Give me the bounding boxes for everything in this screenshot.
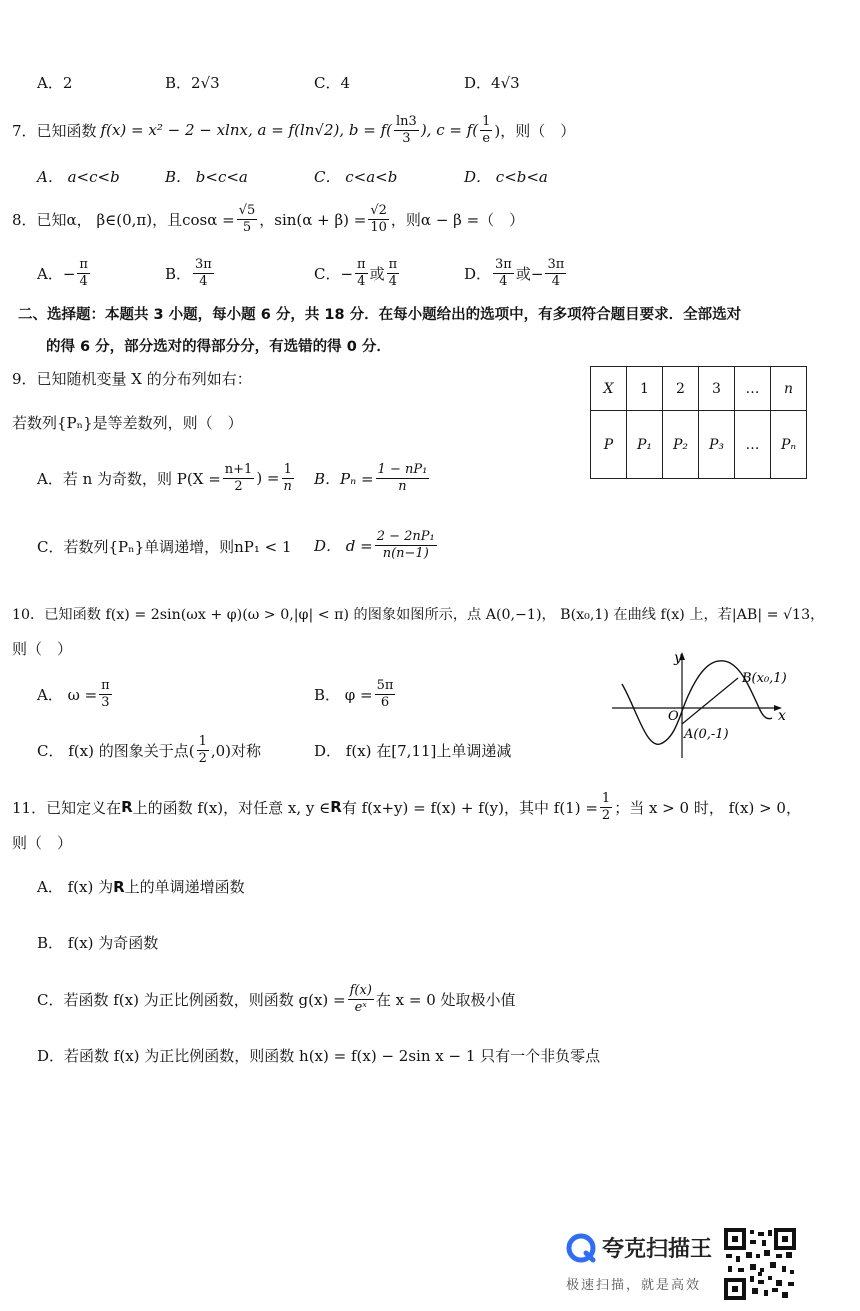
q8-option-b [165,254,216,292]
q11-option-c-fraction [348,983,374,1016]
q11-stem-line2: 则（ ） [12,834,73,852]
q9-table-row-x [591,367,807,411]
q8-option-d [464,254,568,292]
q11-f1-fraction [600,791,612,824]
q11-real-set-symbol-2: R [330,798,342,816]
q9-option-a-den2: n [283,478,292,494]
q10-option-b-num: 5π [376,677,394,693]
q10-option-b-den: 6 [380,694,390,710]
q9-table-cell: P₃ [699,411,735,479]
q9-option-a [37,458,296,498]
q9-option-a-fraction-2 [282,462,294,495]
q8-option-d-fraction-1 [493,257,514,290]
q9-table-cell: P₁ [627,411,663,479]
q9-option-a-pre: A．若 n 为奇数，则 P(X = [37,469,221,488]
q6-option-a: A．2 [37,74,73,92]
q9-table-cell: 1 [627,367,663,411]
q8-cos-num: √5 [238,202,256,218]
q7-c-num: 1 [482,113,491,129]
q9-table-cell: 2 [663,367,699,411]
q8-option-b-label: B． [165,264,192,283]
q8-option-b-den: 4 [199,273,208,289]
q10-option-b-fraction [375,678,396,711]
q9-option-b-pre: B．Pₙ = [314,469,374,488]
q7-b-den: 3 [402,130,411,146]
q10-option-d: D． f(x) 在[7,11]上单调递减 [314,742,512,760]
q9-table-cell: Pₙ [771,411,807,479]
q9-option-c: C．若数列{Pₙ}单调递增，则nP₁ < 1 [37,538,292,556]
q11-stem-mid: 上的函数 f(x)，对任意 x, y ∈ [132,798,331,817]
qr-code-icon [724,1228,796,1300]
q7-b-fraction [394,114,419,147]
q8-cos-fraction [237,203,258,236]
q10-option-c-num: 1 [198,733,207,749]
q8-option-c-num2: π [388,256,398,272]
q11-f1-num: 1 [601,790,611,806]
q8-option-d-num1: 3π [495,256,512,272]
q8-stem [12,200,524,238]
q7-b-num: ln3 [396,113,417,129]
q11-stem-line1 [12,788,801,826]
q9-table-cell: 3 [699,367,735,411]
segment-ab [682,678,738,724]
q7-stem-prefix: 7．已知函数 [12,121,97,140]
q8-option-a-fraction [77,257,90,290]
q11-option-c-den: eˣ [354,999,367,1015]
q10-option-a-fraction [99,678,112,711]
q9-option-a-mid: ) = [256,469,280,487]
point-a-label: A(0,-1) [684,727,729,742]
q8-cos-den: 5 [242,219,252,235]
q10-option-c-post: ,0)对称 [210,741,262,760]
q10-sine-graph [610,648,790,760]
q9-table-cell: n [771,367,807,411]
q8-option-c-fraction-2 [387,257,400,290]
q9-option-d-fraction [375,529,437,562]
q7-option-c: C． c<a<b [314,168,398,186]
q7-c-part: ), c = f( [420,121,479,139]
q10-option-a [37,674,114,714]
q8-stem-prefix: 8．已知α， β∈(0,π)，且cosα = [12,210,235,229]
q11-option-c-pre: C．若函数 f(x) 为正比例函数，则函数 g(x) = [37,990,346,1009]
y-axis-label: y [674,650,682,666]
q9-option-a-num: n+1 [224,461,253,477]
q11-stem-mid2: 有 f(x+y) = f(x) + f(y)，其中 f(1) = [341,798,598,817]
q8-option-d-den1: 4 [499,273,508,289]
q11-option-a-pre: A． f(x) 为 [37,878,114,896]
q11-f1-den: 2 [601,807,611,823]
q8-option-c-den1: 4 [357,273,366,289]
q10-option-a-num: π [101,677,110,693]
quark-logo-icon [566,1233,596,1263]
q11-option-c-num: f(x) [349,982,372,998]
q11-real-set-symbol: R [121,798,133,816]
q8-option-d-or: 或− [515,264,544,283]
q9-option-a-num2: 1 [283,461,292,477]
q8-option-b-fraction [193,257,214,290]
q11-option-a-post: 上的单调递增函数 [124,878,245,896]
q11-option-b: B． f(x) 为奇函数 [37,934,159,952]
x-axis-label: x [778,708,786,724]
q7-option-a: A． a<c<b [37,168,120,186]
q8-option-d-num2: 3π [547,256,565,272]
q8-suffix: ，则α − β =（ ） [390,210,525,229]
q9-option-b-den: n [398,478,407,494]
q11-stem-pre: 11．已知定义在 [12,798,122,817]
q9-table-row-p [591,411,807,479]
q10-option-b [314,674,397,714]
q8-option-a-label: A．− [37,264,76,283]
brand-slogan: 极速扫描，就是高效 [566,1278,702,1293]
q8-sin-den: 10 [370,219,387,235]
q10-stem-line1: 10．已知函数 f(x) = 2sin(ωx + φ)(ω > 0,|φ| < π) 的图象如图所示，点 A(0,−1)， B(x₀,1) 在曲线 f(x) 上，若|AB| = √13， [12,607,825,623]
q6-option-d: D．4√3 [464,74,520,92]
q11-option-c [37,978,516,1020]
q11-option-d: D．若函数 f(x) 为正比例函数，则函数 h(x) = f(x) − 2sin x − 1 只有一个非负零点 [37,1047,601,1065]
q10-option-c-den: 2 [198,750,207,766]
origin-label: O [668,709,679,724]
q7-option-b: B． b<c<a [165,168,248,186]
q10-option-c-pre: C． f(x) 的图象关于点( [37,741,195,760]
q9-option-b-fraction [376,462,430,495]
q8-mid: ，sin(α + β) = [259,210,367,229]
q8-option-c-den2: 4 [388,273,398,289]
q7-c-fraction [480,114,492,147]
q9-stem-line2: 若数列{Pₙ}是等差数列，则（ ） [12,414,243,432]
q8-option-a-num: π [79,256,88,272]
q8-option-b-num: 3π [195,256,212,272]
q11-stem-post: ；当 x > 0 时， f(x) > 0， [614,798,801,817]
brand-name: 夸克扫描王 [602,1237,713,1262]
q8-option-d-fraction-2 [545,257,566,290]
q10-option-b-pre: B． φ = [314,685,373,704]
section2-heading-line2: 的得 6 分，部分选对的得部分分，有选错的得 0 分． [46,339,391,355]
q8-option-d-label: D． [464,264,492,283]
q8-option-a-den: 4 [79,273,88,289]
q8-option-a [37,254,92,292]
q9-table-cell: … [735,367,771,411]
q9-option-d-den: n(n−1) [382,545,429,561]
q8-option-c [314,254,401,292]
q9-table-cell: … [735,411,771,479]
section2-heading-line1: 二、选择题：本题共 3 小题，每小题 6 分，共 18 分．在每小题给出的选项中，有多项符合题目要求．全部选对 [18,307,742,323]
q11-option-c-post: 在 x = 0 处取极小值 [375,990,516,1009]
q7-option-d: D． c<b<a [464,168,548,186]
q8-option-d-den2: 4 [551,273,560,289]
q10-stem-line2: 则（ ） [12,640,73,658]
q7-formula: f(x) = x² − 2 − xlnx, a = f(ln√2), b = f( [100,121,393,139]
scanner-brand [566,1232,712,1263]
q8-option-c-num1: π [357,256,366,272]
q9-option-a-den: 2 [234,478,243,494]
q10-option-c [37,730,261,770]
q9-table-cell: P [591,411,627,479]
q10-option-c-fraction [197,734,209,767]
q10-option-a-den: 3 [101,694,110,710]
q8-sin-num: √2 [370,202,387,218]
q9-option-d-pre: D． d = [314,536,373,555]
point-b-label: B(x₀,1) [742,671,787,686]
q9-stem-line1: 9．已知随机变量 X 的分布列如右： [12,370,252,388]
q7-c-den: e [482,130,491,146]
q9-option-a-fraction-1 [223,462,255,495]
q9-option-b [314,458,431,498]
q9-option-d-num: 2 − 2nP₁ [376,528,435,544]
q9-option-b-num: 1 − nP₁ [377,461,428,477]
q10-option-a-pre: A． ω = [37,685,98,704]
q8-option-c-fraction-1 [355,257,368,290]
q9-distribution-table [590,366,807,479]
q11-option-a-real-set: R [113,877,125,896]
q8-option-c-or: 或 [369,264,385,283]
q7-stem [12,112,575,148]
q6-option-b: B．2√3 [165,74,220,92]
q8-sin-fraction [368,203,389,236]
q9-option-d [314,524,439,566]
q9-table-cell: X [591,367,627,411]
q11-option-a [37,876,245,897]
q7-suffix: )，则（ ） [494,121,576,140]
q9-table-cell: P₂ [663,411,699,479]
q8-option-c-label: C．− [314,264,354,283]
q6-option-c: C．4 [314,74,351,92]
